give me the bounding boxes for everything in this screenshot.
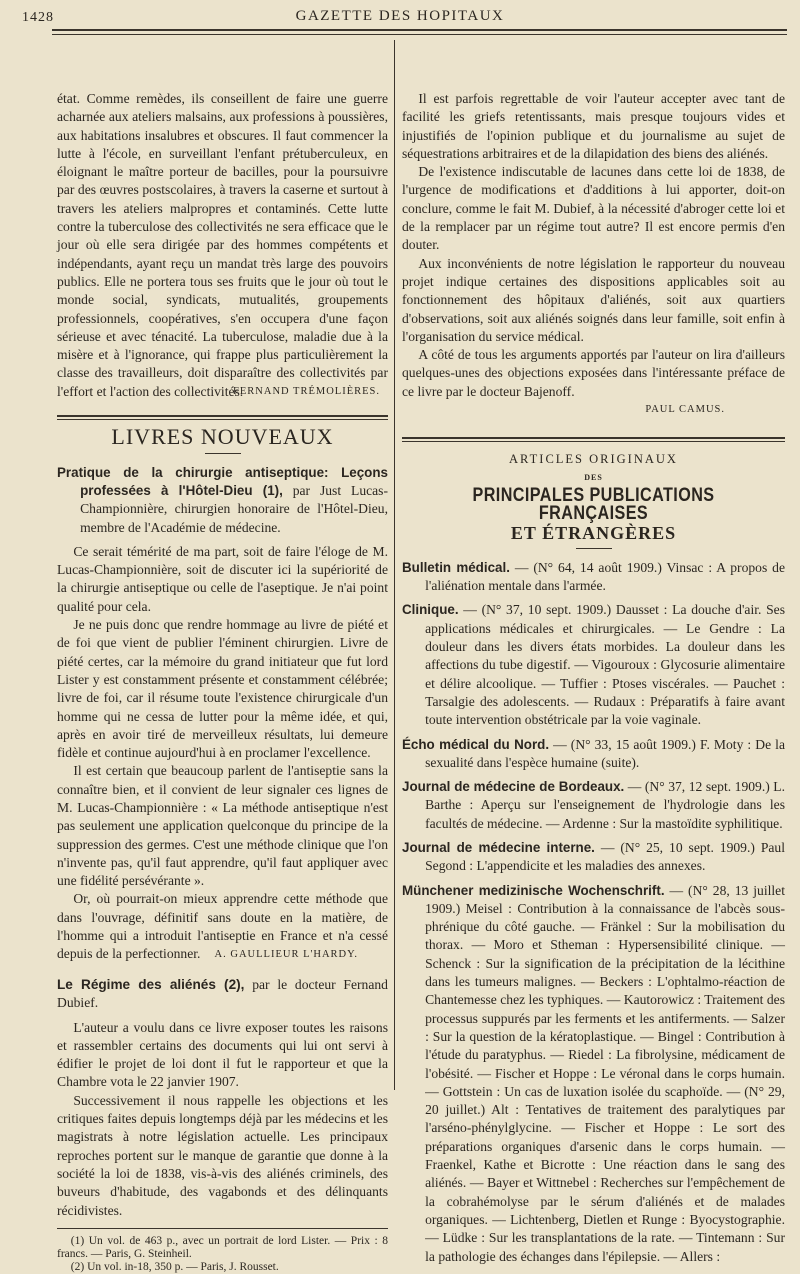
entry-journal: Journal de médecine interne.: [402, 839, 595, 855]
column-divider: [394, 40, 395, 1090]
intro-paragraph: état. Comme remèdes, ils conseillent de faire une guerre acharnée aux ateliers malsains, aux professions à poussières, aux habitations insalubres et obscures. Il faut commencer la lutte à l'école, en surveillant l'enfant prétuberculeux, en éloignant le maître porteur de bacilles, pour la poursuivre par des œuvres postscolaires, à travers la caserne et surtout à travers les ateliers malpropres et contaminés. Cette lutte contre la tuberculose des collectivités ne sera efficace que le jour où elle sera dirigée par des hommes compétents et indépendants, ayant reçu un mandat très large des pouvoirs publics. Elle ne portera tous ses fruits que le jour où tout le monde social, syndicats, mutualités, groupements professionnels, coopératives, s'en occupera d'une façon sérieuse et avec ténacité. La tuberculose, maladie due à la misère et à l'ignorance, qui frappe plus particulièrement la classe des travailleurs, doit disparaître des collectivités par l'effort et l'action des collectivités.: [57, 91, 388, 399]
journal-title: GAZETTE DES HOPITAUX: [295, 8, 505, 24]
book-2-title: Le Régime des aliénés (2),: [57, 976, 245, 992]
entry-text: — (N° 37, 12 sept. 1909.) L. Barthe : Aperçu sur l'enseignement de l'hydrologie dans les facultés de médecine. — Ardenne : Sur la mastoïdite syphilitique.: [425, 779, 785, 831]
book-1-heading: [57, 464, 388, 537]
book-1-paragraph: Or, où pourrait-on mieux apprendre cette méthode que dans l'ouvrage, définitif sans doute en la matière, de l'homme qui a introduit l'antiseptie en France et n'a cessé depuis de la perfectionner.: [57, 891, 388, 962]
entry-text: — (N° 37, 10 sept. 1909.) Dausset : La douche d'air. Ses applications médicales et chirurgicales. — Le Gendre : La douleur dans les divers états morbides. La douleur dans les affections du tube digestif. — Vigouroux : Glycosurie alimentaire et délire alcoolique. — Tuffier : Ptoses viscérales. — Pauchet : Tarsalgie des adolescents. — Rudaux : Préparatifs à faire avant toute intervention obstétricale par la voie vaginale.: [425, 602, 785, 728]
book-1-signature: A. GAULLIEUR L'HARDY.: [214, 948, 358, 960]
header-rule: [52, 29, 787, 35]
entry-journal: Münchener medizinische Wochenschrift.: [402, 882, 665, 898]
book-1-paragraph: Ce serait témérité de ma part, soit de faire l'éloge de M. Lucas-Championnière, soit de discuter ici la supériorité de la chirurgie antiseptique ou celle de l'aseptique. Je n'ai point qualité pour cela.: [57, 543, 388, 614]
right-column: [402, 90, 785, 1272]
bibliography-entry: [402, 839, 785, 876]
review-paragraph: A côté de tous les arguments apportés par l'auteur on lira d'ailleurs quelques-unes des objections exposées dans l'intéressante préface de ce livre par le docteur Bajenoff.: [402, 347, 785, 399]
section-heading-line-4: ET ÉTRANGÈRES: [510, 522, 677, 543]
book-1-paragraph: Il est certain que beaucoup parlent de l'antiseptie sans la connaître bien, et il convient de leur signaler ces lignes de M. Lucas-Championnière : « La méthode antiseptique n'est pas seulement une application quelconque du principe de la suppression des germes. C'est une méthode clinique que l'on n'invente pas, qu'il faut apprendre, qu'il faut appliquer avec une fidélité persévérante ».: [57, 763, 388, 889]
book-2-heading: [57, 976, 388, 1013]
left-column: [57, 90, 388, 1274]
entry-journal: Écho médical du Nord.: [402, 736, 550, 752]
book-2-paragraph: L'auteur a voulu dans ce livre exposer toutes les raisons et rassembler certains des documents qui lui ont servi à édifier le projet de loi dont il fut le rapporteur et que la Chambre vota le 22 janvier 1907.: [57, 1019, 388, 1090]
section-rule: [57, 415, 388, 420]
page-number: 1428: [22, 10, 54, 25]
book-2-byline: par le docteur Fernand Dubief.: [57, 976, 388, 1011]
entry-journal: Journal de médecine de Bordeaux.: [402, 779, 625, 795]
section-heading-line-2: DES: [584, 472, 603, 482]
review-signature: PAUL CAMUS.: [645, 404, 725, 416]
title-rule: [576, 548, 612, 549]
book-1-byline: par Just Lucas-Championnière, chirurgien honoraire de l'Hôtel-Dieu, membre de l'Académie de médecine.: [80, 482, 388, 535]
entry-journal: Bulletin médical.: [402, 559, 510, 575]
bibliography-entry: [402, 559, 785, 596]
section-heading-line-1: ARTICLES ORIGINAUX: [509, 452, 678, 467]
bibliography-entry: [402, 736, 785, 773]
book-1-title: Pratique de la chirurgie antiseptique: Leçons professées à l'Hôtel-Dieu (1),: [57, 464, 388, 498]
book-2-paragraph: Successivement il nous rappelle les objections et les critiques faites depuis longtemps déjà par les médecins et les magistrats à notre législation actuelle. Les principaux reproches portent sur le manque de garantie que donne à la société la loi de 1838, vis-à-vis des aliénés criminels, des buveurs d'habitude, des vagabonds et des délinquants récidivistes.: [57, 1092, 388, 1218]
book-1-paragraph: Je ne puis donc que rendre hommage au livre de piété et de foi que vient de publier l'éminent chirurgien. Livre de piété certes, car la mémoire du grand initiateur que fut lord Lister y est constamment présente et constamment célébrée; livre de foi, car il résume toute l'existence chirurgicale d'un homme qui ne cessa de lutter pour la même idée, et qui, après en avoir tiré de merveilleux résultats, lui demeure fidèle et continue aujourd'hui à en proclamer l'excellence.: [57, 617, 388, 761]
entry-text: — (N° 28, 13 juillet 1909.) Meisel : Contribution à la connaissance de l'abcès sous-phrénique du côté gauche. — Fränkel : Sur la mobilisation du thorax. — Moro et Stheman : Hypersensibilité clinique. — Schenck : Sur la signification de la précipitation de la lécithine dans les tumeurs malignes. — Beckers : L'ophtalmo-réaction de Chantemesse chez les typhiques. — Kautorowicz : Traitement des processus suppurés par les ferments et les antiferments. — Salzer : Sur la question de la kératoplastique. — Bingel : Contribution à l'étude du paratyphus. — Riedel : La fibrolysine, médicament de l'obésité. — Fischer et Hoppe : Le véronal dans le corps humain. — Gottstein : Un cas de luxation isolée du scaphoïde. — (N° 29, 20 juillet.) Alt : Tentatives de traitement des paralytiques par l'arséno-phénylglycine. — Fischer et Hoppe : Le sort des préparations organiques d'arsenic dans le corps humain. — Fraenkel, Kathe et Bicrotte : Une réaction dans le sang des aliénés. — Bayer et Wittnebel : Recherches sur l'empêchement de la cobrahémolyse par le sérum d'aliénés et de malades organiques. — Lichtenberg, Dietlen et Runge : Byocystographie. — Lüdke : Sur les transplantations de la rate. — Tintemann : Sur la pathologie des échanges dans l'épilepsie. — Allers :: [425, 882, 785, 1264]
footnote-rule: [57, 1228, 388, 1229]
entry-text: — (N° 64, 14 août 1909.) Vinsac : A propos de l'aliénation mentale dans l'armée.: [425, 559, 785, 594]
review-paragraph: Aux inconvénients de notre législation le rapporteur du nouveau projet indique certaines des dispositions applicables soit au fonctionnement des hôpitaux d'aliénés, soit aux quartiers d'observations, soit aux aliénés soignés dans leur famille, soit enfin à l'organisation du service médical.: [402, 255, 785, 344]
bibliography-entry: [402, 778, 785, 833]
entry-text: — (N° 25, 10 sept. 1909.) Paul Segond : L'appendicite et les maladies des annexes.: [425, 839, 785, 874]
entry-text: — (N° 33, 15 août 1909.) F. Moty : De la sexualité dans l'espèce humaine (suite).: [425, 736, 785, 770]
entry-journal: Clinique.: [402, 602, 459, 618]
footnote-1: (1) Un vol. de 463 p., avec un portrait de lord Lister. — Prix : 8 francs. — Paris, G. Steinheil.: [57, 1234, 388, 1260]
title-rule: [205, 453, 241, 454]
footnote-2: (2) Un vol. in-18, 350 p. — Paris, J. Rousset.: [70, 1260, 279, 1273]
page-header: [0, 8, 800, 28]
review-paragraph: De l'existence indiscutable de lacunes dans cette loi de 1838, de l'urgence de modifications et d'additions à lui apporter, doit-on conclure, comme le fait M. Dubief, à la nécessité d'abroger cette loi et de la remplacer par un régime tout autre? Il est encore permis d'en douter.: [402, 164, 785, 253]
section-rule: [402, 437, 785, 442]
section-heading-line-3: PRINCIPALES PUBLICATIONS FRANÇAISES: [472, 484, 715, 525]
review-paragraph: Il est parfois regrettable de voir l'auteur accepter avec tant de facilité les griefs retentissants, mais presque toujours vides et injustifiés de l'opinion publique et du journalisme au sujet de séquestrations arbitraires et de la dilapidation des biens des aliénés.: [402, 91, 785, 161]
section-title: LIVRES NOUVEAUX: [111, 424, 334, 450]
bibliography-entry: [402, 882, 785, 1266]
bibliography-entry: [402, 601, 785, 729]
intro-signature: FERNAND TRÉMOLIÈRES.: [233, 386, 380, 398]
